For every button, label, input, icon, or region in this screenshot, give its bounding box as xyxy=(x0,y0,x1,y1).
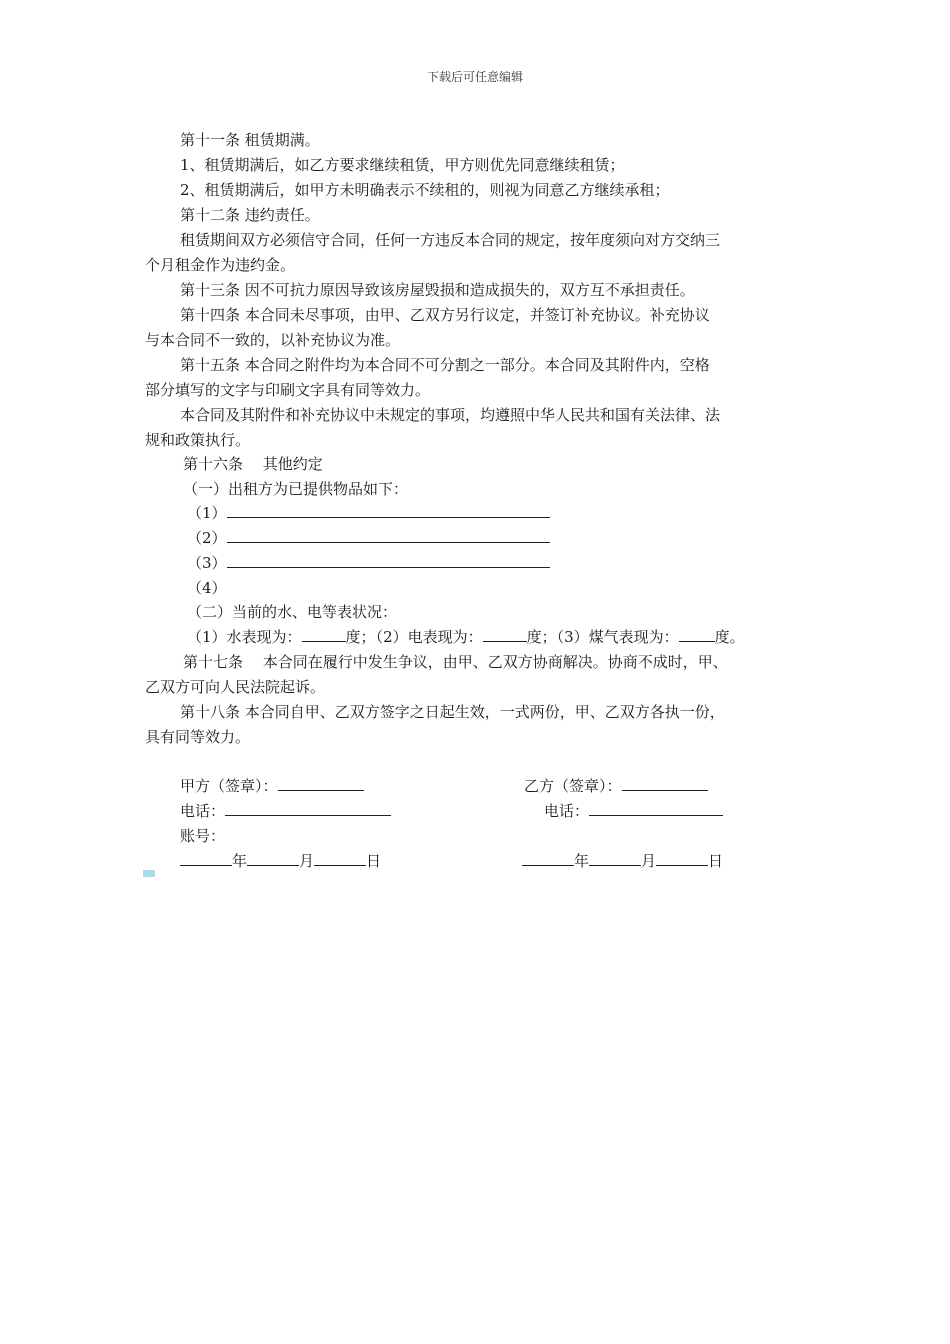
party-a-date-row xyxy=(180,851,381,871)
party-a-year-blank[interactable] xyxy=(180,851,232,866)
article-18-line-2: 具有同等效力。 xyxy=(145,728,251,746)
party-a-signature-row xyxy=(180,776,364,796)
article-12-title: 第十二条 违约责任。 xyxy=(180,206,320,224)
party-b-day-blank[interactable] xyxy=(656,851,708,866)
provided-items-title: （一）出租方为已提供物品如下： xyxy=(183,480,409,498)
item-blank-3[interactable] xyxy=(227,553,550,568)
article-12-text-1: 租赁期间双方必须信守合同，任何一方违反本合同的规定，按年度须向对方交纳三 xyxy=(180,231,721,249)
party-b-year-label: 年 xyxy=(574,852,590,870)
party-a-phone-label: 电话： xyxy=(180,802,226,820)
party-b-phone-row xyxy=(544,801,723,821)
party-b-phone-label: 电话： xyxy=(544,802,590,820)
elec-meter-unit: 度； xyxy=(526,628,557,646)
item-label-3: （3） xyxy=(187,554,227,572)
party-a-day-label: 日 xyxy=(366,852,382,870)
party-b-month-blank[interactable] xyxy=(589,851,641,866)
party-b-month-label: 月 xyxy=(641,852,657,870)
party-b-signature-label: 乙方（签章）： xyxy=(524,777,622,795)
legal-reference-line-1: 本合同及其附件和补充协议中未规定的事项，均遵照中华人民共和国有关法律、法 xyxy=(180,406,721,424)
party-a-phone-blank[interactable] xyxy=(225,801,391,816)
elec-meter-label: （2）电表现为： xyxy=(375,628,483,646)
item-row-2 xyxy=(187,528,550,548)
legal-reference-line-2: 规和政策执行。 xyxy=(145,431,251,449)
article-14-line-2: 与本合同不一致的，以补充协议为准。 xyxy=(145,331,401,349)
gas-meter-unit: 度。 xyxy=(714,628,745,646)
water-meter-blank[interactable] xyxy=(302,627,346,642)
meter-title: （二）当前的水、电等表状况： xyxy=(187,603,398,621)
water-meter-unit: 度； xyxy=(345,628,376,646)
elec-meter-blank[interactable] xyxy=(483,627,527,642)
party-a-phone-row xyxy=(180,801,391,821)
article-18-line-1: 第十八条 本合同自甲、乙双方签字之日起生效，一式两份，甲、乙双方各执一份， xyxy=(180,703,725,721)
party-a-signature-label: 甲方（签章）： xyxy=(180,777,278,795)
meter-readings xyxy=(187,627,745,647)
item-blank-1[interactable] xyxy=(227,503,550,518)
party-a-day-blank[interactable] xyxy=(314,851,366,866)
party-b-signature-blank[interactable] xyxy=(622,776,708,791)
item-row-3 xyxy=(187,553,550,573)
article-11-title: 第十一条 租赁期满。 xyxy=(180,131,320,149)
party-b-signature-row xyxy=(524,776,708,796)
article-13: 第十三条 因不可抗力原因导致该房屋毁损和造成损失的，双方互不承担责任。 xyxy=(180,281,695,299)
item-label-4: （4） xyxy=(187,579,227,597)
gas-meter-blank[interactable] xyxy=(679,627,715,642)
page-header: 下载后可任意编辑 xyxy=(426,70,523,84)
party-b-phone-blank[interactable] xyxy=(589,801,723,816)
party-a-account-label: 账号： xyxy=(180,827,226,845)
party-b-day-label: 日 xyxy=(708,852,724,870)
article-16-title: 第十六条 其他约定 xyxy=(183,455,323,473)
item-row-4 xyxy=(187,578,227,598)
item-label-2: （2） xyxy=(187,529,227,547)
page-marker xyxy=(143,870,155,877)
article-11-item-1: 1、租赁期满后，如乙方要求继续租赁，甲方则优先同意继续租赁； xyxy=(180,156,625,174)
party-a-month-blank[interactable] xyxy=(247,851,299,866)
item-blank-2[interactable] xyxy=(227,528,550,543)
article-15-line-1: 第十五条 本合同之附件均为本合同不可分割之一部分。本合同及其附件内，空格 xyxy=(180,356,710,374)
party-b-date-row xyxy=(522,851,723,871)
article-14-line-1: 第十四条 本合同未尽事项，由甲、乙双方另行议定，并签订补充协议。补充协议 xyxy=(180,306,710,324)
gas-meter-label: （3）煤气表现为： xyxy=(556,628,679,646)
party-a-year-label: 年 xyxy=(232,852,248,870)
article-11-item-2: 2、租赁期满后，如甲方未明确表示不续租的，则视为同意乙方继续承租； xyxy=(180,181,670,199)
item-label-1: （1） xyxy=(187,504,227,522)
article-17-line-1: 第十七条 本合同在履行中发生争议，由甲、乙双方协商解决。协商不成时，甲、 xyxy=(183,653,728,671)
article-15-line-2: 部分填写的文字与印刷文字具有同等效力。 xyxy=(145,381,431,399)
item-row-1 xyxy=(187,503,550,523)
party-b-year-blank[interactable] xyxy=(522,851,574,866)
article-12-text-2: 个月租金作为违约金。 xyxy=(145,256,296,274)
party-a-month-label: 月 xyxy=(299,852,315,870)
party-a-signature-blank[interactable] xyxy=(278,776,364,791)
article-17-line-2: 乙双方可向人民法院起诉。 xyxy=(145,678,326,696)
water-meter-label: （1）水表现为： xyxy=(187,628,302,646)
